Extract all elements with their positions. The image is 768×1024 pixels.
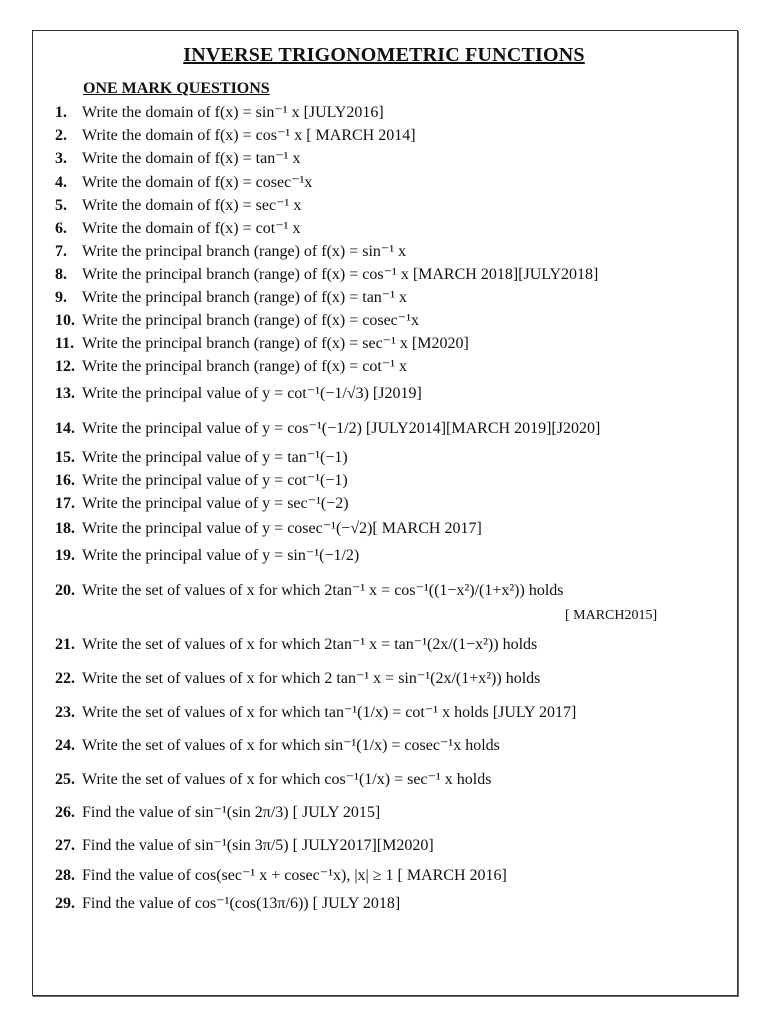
question-number: 17. bbox=[55, 495, 75, 512]
question-number: 26. bbox=[55, 804, 75, 821]
question-text: Write the domain of f(x) = sin⁻¹ x [JULY2016] bbox=[82, 104, 384, 121]
question-text: Write the principal branch (range) of f(x) = cosec⁻¹x bbox=[82, 312, 420, 329]
question-number: 13. bbox=[55, 385, 75, 402]
question-text: Write the principal value of y = cot⁻¹(−1) bbox=[82, 472, 348, 489]
question-number: 16. bbox=[55, 472, 75, 489]
question-item bbox=[55, 735, 500, 757]
question-item bbox=[55, 668, 540, 690]
question-number: 29. bbox=[55, 895, 75, 912]
question-text: Write the principal branch (range) of f(x) = sin⁻¹ x bbox=[82, 243, 407, 260]
question-text: Write the set of values of x for which 2tan⁻¹ x = cos⁻¹((1−x²)/(1+x²)) holds bbox=[82, 582, 564, 599]
question-text: Write the principal value of y = sec⁻¹(−2) bbox=[82, 495, 349, 512]
question-item bbox=[55, 702, 576, 724]
question-number: 25. bbox=[55, 771, 75, 788]
question-item bbox=[55, 333, 469, 355]
question-text: Write the set of values of x for which 2tan⁻¹ x = tan⁻¹(2x/(1−x²)) holds bbox=[82, 636, 538, 653]
question-item bbox=[55, 769, 491, 791]
question-text: Write the domain of f(x) = tan⁻¹ x bbox=[82, 150, 301, 167]
question-text: Find the value of sin⁻¹(sin 3π/5) [ JULY2017][M2020] bbox=[82, 837, 434, 854]
question-item bbox=[55, 835, 434, 857]
question-number: 15. bbox=[55, 449, 75, 466]
question-text: Write the set of values of x for which tan⁻¹(1/x) = cot⁻¹ x holds [JULY 2017] bbox=[82, 704, 577, 721]
question-text: Find the value of cos⁻¹(cos(13π/6)) [ JULY 2018] bbox=[82, 895, 401, 912]
question-number: 14. bbox=[55, 420, 75, 437]
question-text: Write the set of values of x for which sin⁻¹(1/x) = cosec⁻¹x holds bbox=[82, 737, 500, 754]
question-text: Write the principal value of y = cos⁻¹(−1/2) [JULY2014][MARCH 2019][J2020] bbox=[82, 420, 601, 437]
question-text: Write the set of values of x for which cos⁻¹(1/x) = sec⁻¹ x holds bbox=[82, 771, 492, 788]
question-number: 27. bbox=[55, 837, 75, 854]
question-item bbox=[55, 545, 359, 567]
question-item bbox=[55, 148, 300, 170]
question-item bbox=[55, 865, 507, 887]
question-item bbox=[55, 634, 537, 656]
question-text: Find the value of sin⁻¹(sin 2π/3) [ JULY 2015] bbox=[82, 804, 381, 821]
question-text: Write the domain of f(x) = cos⁻¹ x [ MARCH 2014] bbox=[82, 127, 416, 144]
question-number: 11. bbox=[55, 335, 75, 352]
question-item bbox=[55, 802, 380, 824]
question-item bbox=[55, 264, 598, 286]
question-number: 24. bbox=[55, 737, 75, 754]
question-item bbox=[55, 447, 348, 469]
question-item bbox=[55, 580, 564, 602]
question-number: 9. bbox=[55, 289, 67, 306]
question-text: Write the principal value of y = cosec⁻¹(−√2)[ MARCH 2017] bbox=[82, 520, 482, 537]
question-item bbox=[55, 172, 312, 194]
question-number: 3. bbox=[55, 150, 67, 167]
question-number: 2. bbox=[55, 127, 67, 144]
question-number: 12. bbox=[55, 358, 75, 375]
question-number: 5. bbox=[55, 197, 67, 214]
question-item bbox=[55, 287, 407, 309]
question-item bbox=[55, 356, 407, 378]
question-number: 1. bbox=[55, 104, 67, 121]
question-text: Write the principal value of y = sin⁻¹(−1/2) bbox=[82, 547, 360, 564]
question-item bbox=[55, 218, 300, 240]
question-text: Write the principal branch (range) of f(x) = tan⁻¹ x bbox=[82, 289, 408, 306]
question-number: 28. bbox=[55, 867, 75, 884]
page-title: INVERSE TRIGONOMETRIC FUNCTIONS bbox=[183, 44, 585, 66]
question-text: Write the principal branch (range) of f(x) = sec⁻¹ x [M2020] bbox=[82, 335, 469, 352]
question-number: 7. bbox=[55, 243, 67, 260]
question-item bbox=[55, 195, 301, 217]
question-item bbox=[55, 125, 416, 147]
question-number: 22. bbox=[55, 670, 75, 687]
question-item bbox=[55, 102, 384, 124]
section-heading: ONE MARK QUESTIONS bbox=[83, 80, 270, 97]
question-number: 20. bbox=[55, 582, 75, 599]
question-number: 8. bbox=[55, 266, 67, 283]
question-text: Write the principal value of y = cot⁻¹(−1/√3) [J2019] bbox=[82, 385, 422, 402]
question-item bbox=[55, 470, 348, 492]
question-text: Find the value of cos(sec⁻¹ x + cosec⁻¹x), |x| ≥ 1 [ MARCH 2016] bbox=[82, 867, 507, 884]
question-text: Write the domain of f(x) = cosec⁻¹x bbox=[82, 174, 313, 191]
question-item bbox=[55, 493, 349, 515]
question-number: 4. bbox=[55, 174, 67, 191]
question-number: 6. bbox=[55, 220, 67, 237]
question-text: Write the set of values of x for which 2 tan⁻¹ x = sin⁻¹(2x/(1+x²)) holds bbox=[82, 670, 541, 687]
question-item bbox=[55, 518, 482, 540]
question-item bbox=[55, 418, 600, 440]
question-number: 19. bbox=[55, 547, 75, 564]
q20-exam-tag: [ MARCH2015] bbox=[565, 608, 658, 623]
question-text: Write the principal value of y = tan⁻¹(−1) bbox=[82, 449, 348, 466]
question-number: 21. bbox=[55, 636, 75, 653]
question-number: 23. bbox=[55, 704, 75, 721]
question-text: Write the principal branch (range) of f(x) = cot⁻¹ x bbox=[82, 358, 408, 375]
question-item bbox=[55, 893, 400, 915]
question-number: 10. bbox=[55, 312, 75, 329]
question-item bbox=[55, 241, 406, 263]
question-text: Write the domain of f(x) = sec⁻¹ x bbox=[82, 197, 302, 214]
question-text: Write the domain of f(x) = cot⁻¹ x bbox=[82, 220, 301, 237]
question-item bbox=[55, 383, 422, 405]
question-number: 18. bbox=[55, 520, 75, 537]
question-text: Write the principal branch (range) of f(x) = cos⁻¹ x [MARCH 2018][JULY2018] bbox=[82, 266, 599, 283]
question-item bbox=[55, 310, 419, 332]
